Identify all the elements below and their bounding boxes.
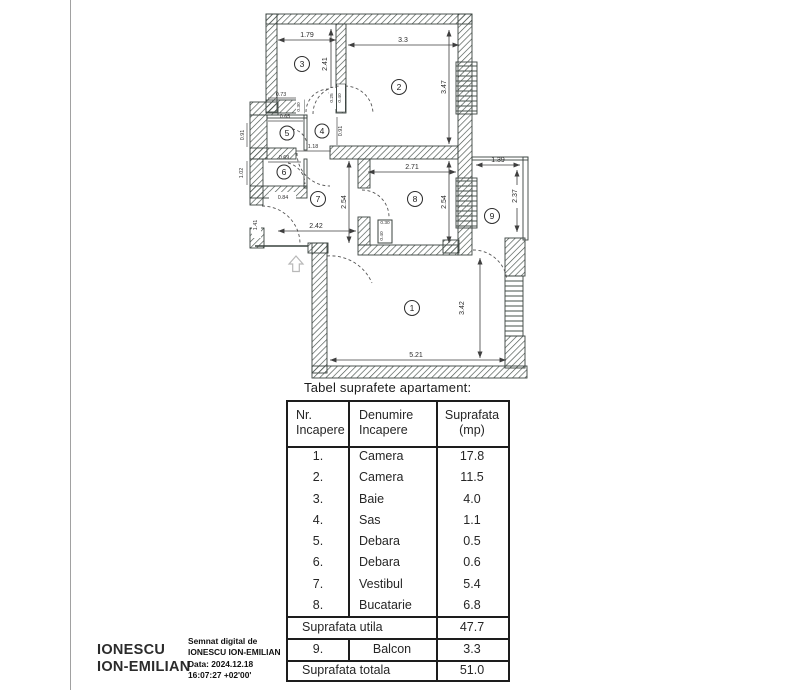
cell-name: Balcon <box>372 642 412 656</box>
floor-plan <box>0 0 560 380</box>
door-baie <box>306 89 329 112</box>
window-camera1 <box>505 276 523 336</box>
table-row <box>288 574 508 595</box>
door-balcon <box>473 250 507 280</box>
utila-value: 47.7 <box>459 620 485 634</box>
table-title: Tabel suprafete apartament: <box>304 380 472 395</box>
dim-label-deb5-w: 0.65 <box>279 114 291 120</box>
cell-nr: 7. <box>312 576 324 591</box>
room-number-4: 4 <box>319 126 325 136</box>
dim-label-kit-w: 2.71 <box>405 164 419 171</box>
signature-name-line2: ION-EMILIAN <box>97 659 191 675</box>
utila-label: Suprafata utila <box>302 620 383 634</box>
door-camera1 <box>327 256 372 283</box>
cell-name: Vestibul <box>359 576 403 591</box>
cell-name: Debara <box>359 555 400 570</box>
table-row <box>288 531 508 552</box>
cell-area: 6.8 <box>463 597 481 612</box>
cell-name: Camera <box>359 470 404 485</box>
room-number-2: 2 <box>396 82 402 92</box>
table-row <box>288 446 508 467</box>
cell-area: 3.3 <box>463 642 481 656</box>
door-camera2 <box>345 86 373 114</box>
room-number-1: 1 <box>409 303 415 313</box>
cell-nr: 6. <box>312 555 324 570</box>
cell-name: Baie <box>359 491 385 506</box>
table-row <box>288 595 508 616</box>
totala-value: 51.0 <box>459 663 485 677</box>
cell-area: 17.8 <box>459 449 485 463</box>
cell-name: Debara <box>359 534 400 548</box>
summary-row-totala <box>288 660 508 680</box>
room-number-3: 3 <box>299 59 305 69</box>
door-sas-vestibul <box>297 153 330 186</box>
balcon-row <box>288 638 508 660</box>
cell-nr: 1. <box>312 449 324 463</box>
dim-label-cam2-w: 3.3 <box>398 37 408 44</box>
header-text: Incapere <box>296 423 345 437</box>
cell-area: 5.4 <box>463 576 481 591</box>
cell-nr: 3. <box>312 491 324 506</box>
dim-label-cam1-h: 3.42 <box>459 301 466 315</box>
dim-label-entry-h: 1.41 <box>253 219 259 231</box>
table-row <box>288 510 508 531</box>
cell-nr: 8. <box>312 597 324 612</box>
cell-area: 1.1 <box>463 512 481 527</box>
balcony-parapet <box>523 157 528 240</box>
dim-label-baie-door: 0.73 <box>275 92 287 98</box>
column-header-denumire <box>348 402 436 446</box>
cell-name: Sas <box>359 512 381 527</box>
room-number-8: 8 <box>412 194 418 204</box>
window-bucatarie <box>456 178 477 228</box>
header-text: Nr. <box>296 408 312 422</box>
dim-label-flue-a: 0.25 <box>330 93 335 103</box>
dim-label-sas-w: 1.18 <box>307 144 319 150</box>
cell-area: 0.6 <box>463 555 481 570</box>
cell-nr: 5. <box>312 534 324 548</box>
dim-label-vest-h: 2.54 <box>341 195 348 209</box>
dim-label-top-w: 1.79 <box>300 32 314 39</box>
dim-label-baie-h: 2.41 <box>322 57 329 71</box>
dim-label-balc-w: 1.39 <box>491 157 505 164</box>
cell-area: 4.0 <box>463 491 481 506</box>
north-arrow-icon <box>289 256 303 272</box>
door-bucatarie <box>362 190 389 217</box>
dim-label-cam1-w: 5.21 <box>409 352 423 359</box>
cell-nr: 4. <box>312 512 324 527</box>
cell-area: 11.5 <box>460 470 484 485</box>
dim-label-deb6-h: 1.02 <box>239 167 245 179</box>
dim-label-deb6-w: 0.69 <box>278 155 290 161</box>
signature-detail-line: IONESCU ION-EMILIAN <box>188 647 281 658</box>
digital-signature-details <box>188 636 281 682</box>
dim-label-duct-h: 0.40 <box>380 231 385 241</box>
dim-label-vest-w: 2.42 <box>309 223 323 230</box>
cell-name: Bucatarie <box>359 597 412 612</box>
dim-label-sas-h: 0.91 <box>338 125 344 137</box>
header-text: Suprafata <box>444 408 500 422</box>
dim-label-deb5-h: 0.91 <box>240 129 246 141</box>
dim-label-kit-h: 2.54 <box>441 195 448 209</box>
digital-signature-name <box>97 642 191 676</box>
dim-label-duct-w: 0.30 <box>380 221 390 226</box>
summary-row-utila <box>288 616 508 638</box>
dim-label-deb6-b: 0.84 <box>277 195 289 201</box>
dim-label-flue-b: 0.40 <box>338 93 343 103</box>
door-entry <box>262 206 300 244</box>
table-row <box>288 489 508 510</box>
signature-detail-line: Semnat digital de <box>188 636 258 646</box>
room-number-9: 9 <box>489 211 495 221</box>
cell-name: Camera <box>359 449 404 463</box>
signature-name-line1: IONESCU <box>97 642 166 658</box>
signature-detail-line: 16:07:27 +02'00' <box>188 670 252 681</box>
room-number-7: 7 <box>315 194 321 204</box>
window-camera2 <box>456 62 477 114</box>
header-text: Denumire <box>359 408 414 422</box>
column-header-suprafata <box>436 402 508 446</box>
totala-label: Suprafata totala <box>302 663 391 677</box>
room-number-5: 5 <box>284 128 290 138</box>
signature-detail-line: Data: 2024.12.18 <box>188 658 254 669</box>
areas-table <box>286 400 510 682</box>
header-text: (mp) <box>459 423 485 437</box>
cell-nr: 9. <box>312 642 324 656</box>
column-header-nr <box>288 402 348 446</box>
table-row <box>288 552 508 573</box>
dim-label-balc-h: 2.37 <box>512 189 519 203</box>
dim-label-baie-off: 0.30 <box>297 102 302 112</box>
cell-nr: 2. <box>312 470 324 485</box>
room-number-6: 6 <box>281 167 287 177</box>
header-text: Incapere <box>359 423 408 437</box>
dim-label-cam2-h: 3.47 <box>441 80 448 94</box>
table-row <box>288 467 508 488</box>
cell-area: 0.5 <box>463 534 481 548</box>
